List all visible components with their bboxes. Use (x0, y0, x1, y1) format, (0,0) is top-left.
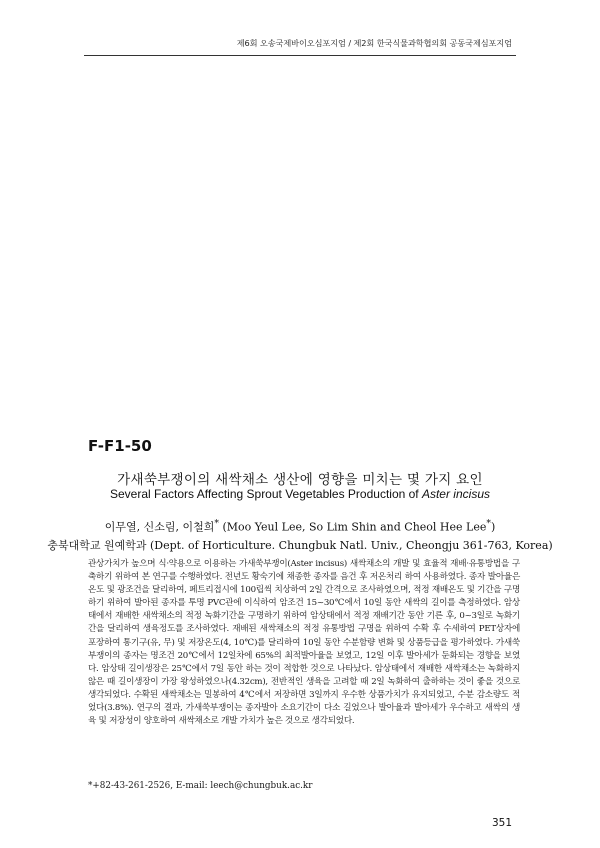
corresponding-mark-en: * (486, 518, 491, 529)
authors-close: ) (490, 520, 496, 534)
corresponding-mark: * (214, 518, 219, 529)
title-korean: 가새쑥부쟁이의 새싹채소 생산에 영향을 미치는 몇 가지 요인 (117, 472, 483, 488)
abstract-id: F-F1-50 (88, 437, 152, 455)
title-english (0, 487, 600, 501)
authors-english: (Moo Yeul Lee, So Lim Shin and Cheol Hee Lee (218, 520, 487, 534)
abstract-body (88, 558, 520, 728)
authors-korean: 이무열, 신소림, 이철희 (104, 520, 215, 534)
page-number: 351 (491, 817, 512, 829)
affiliation: 충북대학교 원예학과 (Dept. of Horticulture. Chungbuk Natl. Univ., Cheongju 361-763, Korea) (47, 539, 553, 552)
contact-info: *+82-43-261-2526, E-mail: leech@chungbuk.ac.kr (88, 781, 313, 791)
header-rule (84, 55, 516, 56)
title-english-main: Several Factors Affecting Sprout Vegetables Production of (110, 487, 422, 501)
authors (0, 518, 600, 535)
title-english-species: Aster incisus (421, 487, 490, 501)
abstract-paragraph: 관상가치가 높으며 식·약용으로 이용하는 가새쑥부쟁이(Aster incisus) 새싹채소의 개발 및 효율적 재배·유통방법을 구축하기 위하여 본 연구를 수행하였다. 전년도 황숙기에 채종한 종자를 음건 후 저온처리 하여 사용하였다. 종자 발아율은 온도 및 광조건을 달리하여, 페트리접시에 100립씩 치상하여 2일 간격으로 조사하였으며, 적정 재배온도 및 기간을 구명하기 위하여 발아된 종자를 투명 PVC관에 이식하여 암조건 15~30℃에서 10일 동안 새싹의 길이를 측정하였다. 암상태에서 재배한 새싹채소의 적정 녹화기간을 구명하기 위하여 암상태에서 적정 재배기간 동안 기른 후, 0~3일로 녹화기간을 달리하여 생육정도를 조사하였다. 재배된 새싹채소의 적정 유통방법 구명을 위하여 수확 후 수세하여 PET상자에 포장하여 통기구(유, 무) 및 저장온도(4, 10℃)를 달리하여 10일 동안 수분함량 변화 및 상품등급을 평가하였다. 가새쑥부쟁이의 종자는 명조건 20℃에서 12일차에 65%의 최적발아율을 보였고, 12일 이후 발아세가 둔화되는 경향을 보였다. 암상태 길이생장은 25℃에서 7일 동안 하는 것이 적합한 것으로 나타났다. 암상태에서 재배한 새싹채소는 녹화하지 않은 때 길이생장이 가장 왕성하였으나(4.32cm), 전반적인 생육을 고려할 때 2일 녹화하여 출하하는 것이 좋을 것으로 생각되었다. 수확된 새싹채소는 밀봉하여 4℃에서 저장하면 3일까지 우수한 상품가치가 유지되었고, 수분 감소량도 적었다(3.8%). 연구의 결과, 가새쑥부쟁이는 종자발아 소요기간이 다소 길었으나 발아율과 발아세가 우수하고 새싹의 생육 및 저장성이 양호하여 새싹채소로 개발 가치가 높은 것으로 생각되었다. (88, 559, 520, 727)
running-header: 제6회 오송국제바이오심포지엄 / 제2회 한국식물과학협의회 공동국제심포지엄 (236, 38, 512, 48)
